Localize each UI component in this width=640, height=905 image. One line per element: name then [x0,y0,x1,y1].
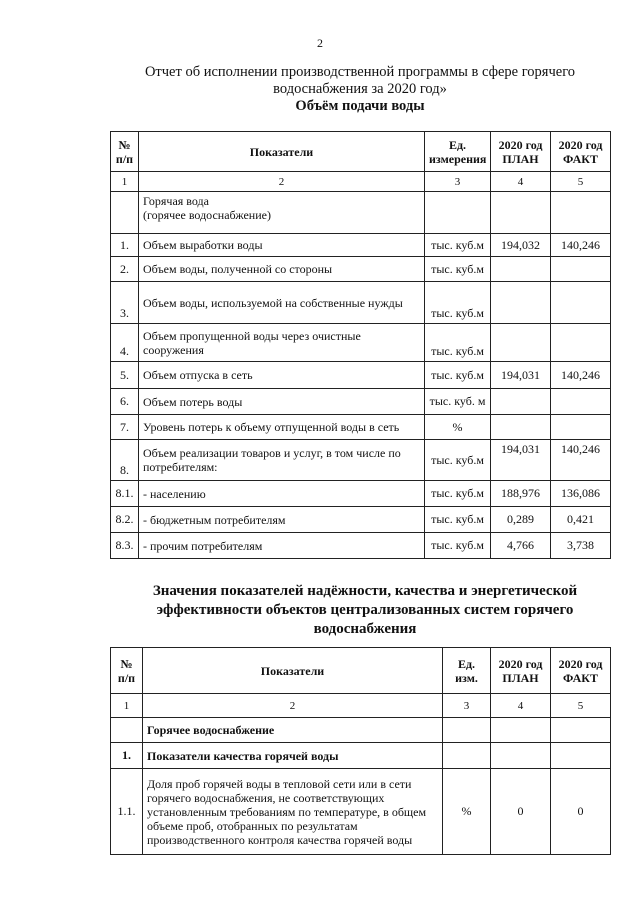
table-row [111,440,611,481]
row-unit [443,743,491,769]
page-number: 2 [317,36,323,50]
row-fact: 3,738 [551,533,611,559]
row-num: 7. [111,415,139,440]
table-row [111,743,611,769]
row-num: 6. [111,389,139,415]
table2-index-cell: 3 [443,694,491,718]
row-fact [551,743,611,769]
table2-header-num: № п/п [111,648,143,694]
row-fact [551,389,611,415]
table1-header-unit: Ед. измерения [425,132,491,172]
row-name: Объем воды, полученной со стороны [139,257,425,282]
row-unit: тыс. куб.м [425,362,491,389]
row-num: 8.2. [111,507,139,533]
row-num: 2. [111,257,139,282]
row-fact [551,192,611,234]
row-fact [551,718,611,743]
row-num [111,718,143,743]
row-fact [551,282,611,324]
row-num [111,192,139,234]
table2-header-name: Показатели [143,648,443,694]
section-subtitle: Объём подачи воды [295,98,425,114]
row-plan [491,415,551,440]
row-plan: 194,031 [491,440,551,481]
table-row [111,282,611,324]
row-plan [491,718,551,743]
section2-title [120,582,610,639]
row-plan: 0,289 [491,507,551,533]
row-name: Горячая вода (горячее водоснабжение) [139,192,425,234]
row-unit: тыс. куб.м [425,440,491,481]
table2-header-plan: 2020 год ПЛАН [491,648,551,694]
row-num: 1. [111,743,143,769]
row-unit: тыс. куб.м [425,481,491,507]
table-row [111,389,611,415]
water-supply-volume-table [110,131,611,559]
row-fact: 0 [551,769,611,855]
row-num: 5. [111,362,139,389]
row-num: 3. [111,282,139,324]
row-plan [491,192,551,234]
table2-index-cell: 5 [551,694,611,718]
row-num: 1.1. [111,769,143,855]
row-num: 8.3. [111,533,139,559]
table1-index-cell: 2 [139,172,425,192]
table-row [111,769,611,855]
row-unit: % [425,415,491,440]
row-num: 4. [111,324,139,362]
row-name: Объем потерь воды [139,389,425,415]
table2-header-row [111,648,611,694]
table-row [111,192,611,234]
row-name: Объем выработки воды [139,234,425,257]
row-fact: 136,086 [551,481,611,507]
table1-index-cell: 1 [111,172,139,192]
reliability-indicators-table [110,647,611,855]
row-unit: тыс. куб.м [425,533,491,559]
row-plan: 194,031 [491,362,551,389]
report-title [110,64,610,98]
row-plan [491,257,551,282]
table-row [111,718,611,743]
row-name: - бюджетным потребителям [139,507,425,533]
row-plan: 188,976 [491,481,551,507]
row-name: Объем пропущенной воды через очистные сооружения [139,324,425,362]
table2-header-unit: Ед. изм. [443,648,491,694]
table1-header-plan: 2020 год ПЛАН [491,132,551,172]
section2-title-line-3: водоснабжения [313,621,417,637]
table2-index-cell: 2 [143,694,443,718]
row-num: 8.1. [111,481,139,507]
table-row [111,234,611,257]
table1-header-num: № п/п [111,132,139,172]
table1-index-cell: 4 [491,172,551,192]
row-name: Показатели качества горячей воды [143,743,443,769]
row-fact: 0,421 [551,507,611,533]
row-name: Горячее водоснабжение [143,718,443,743]
row-name: - населению [139,481,425,507]
row-fact: 140,246 [551,362,611,389]
row-unit: тыс. куб.м [425,234,491,257]
report-title-line-1: Отчет об исполнении производственной программы в сфере горячего [144,64,576,80]
table-row [111,324,611,362]
table-row [111,257,611,282]
row-plan: 0 [491,769,551,855]
row-fact: 140,246 [551,234,611,257]
table1-header-fact: 2020 год ФАКТ [551,132,611,172]
row-unit: тыс. куб.м [425,507,491,533]
table-row [111,415,611,440]
table2-header-fact: 2020 год ФАКТ [551,648,611,694]
row-plan: 194,032 [491,234,551,257]
table2-index-cell: 1 [111,694,143,718]
row-plan: 4,766 [491,533,551,559]
row-plan [491,282,551,324]
table2-index-row [111,694,611,718]
table1-index-cell: 3 [425,172,491,192]
table-row [111,481,611,507]
row-name: - прочим потребителям [139,533,425,559]
table1-header-row [111,132,611,172]
section2-title-line-2: эффективности объектов централизованных систем горячего [156,602,574,618]
row-num: 8. [111,440,139,481]
table1-index-row [111,172,611,192]
row-unit: тыс. куб.м [425,324,491,362]
row-unit: тыс. куб.м [425,282,491,324]
row-plan [491,389,551,415]
table2-index-cell: 4 [491,694,551,718]
row-unit [425,192,491,234]
row-fact: 140,246 [551,440,611,481]
row-fact [551,324,611,362]
row-fact [551,415,611,440]
table-row [111,533,611,559]
row-fact [551,257,611,282]
row-name: Доля проб горячей воды в тепловой сети или в сети горячего водоснабжения, не соответствующих установленным требованиям по температуре, в общем объеме проб, отобранных по результатам производственного контроля качества горячей воды [143,769,443,855]
row-name: Объем воды, используемой на собственные нужды [139,282,425,324]
row-unit: тыс. куб. м [425,389,491,415]
row-name: Объем реализации товаров и услуг, в том числе по потребителям: [139,440,425,481]
row-name: Уровень потерь к объему отпущенной воды в сеть [139,415,425,440]
section2-title-line-1: Значения показателей надёжности, качества и энергетической [152,583,578,599]
row-plan [491,324,551,362]
row-unit: тыс. куб.м [425,257,491,282]
table1-index-cell: 5 [551,172,611,192]
table-row [111,507,611,533]
table1-header-name: Показатели [139,132,425,172]
row-num: 1. [111,234,139,257]
report-title-line-2: водоснабжения за 2020 год» [273,81,447,97]
table-row [111,362,611,389]
row-unit [443,718,491,743]
row-unit: % [443,769,491,855]
row-plan [491,743,551,769]
row-name: Объем отпуска в сеть [139,362,425,389]
